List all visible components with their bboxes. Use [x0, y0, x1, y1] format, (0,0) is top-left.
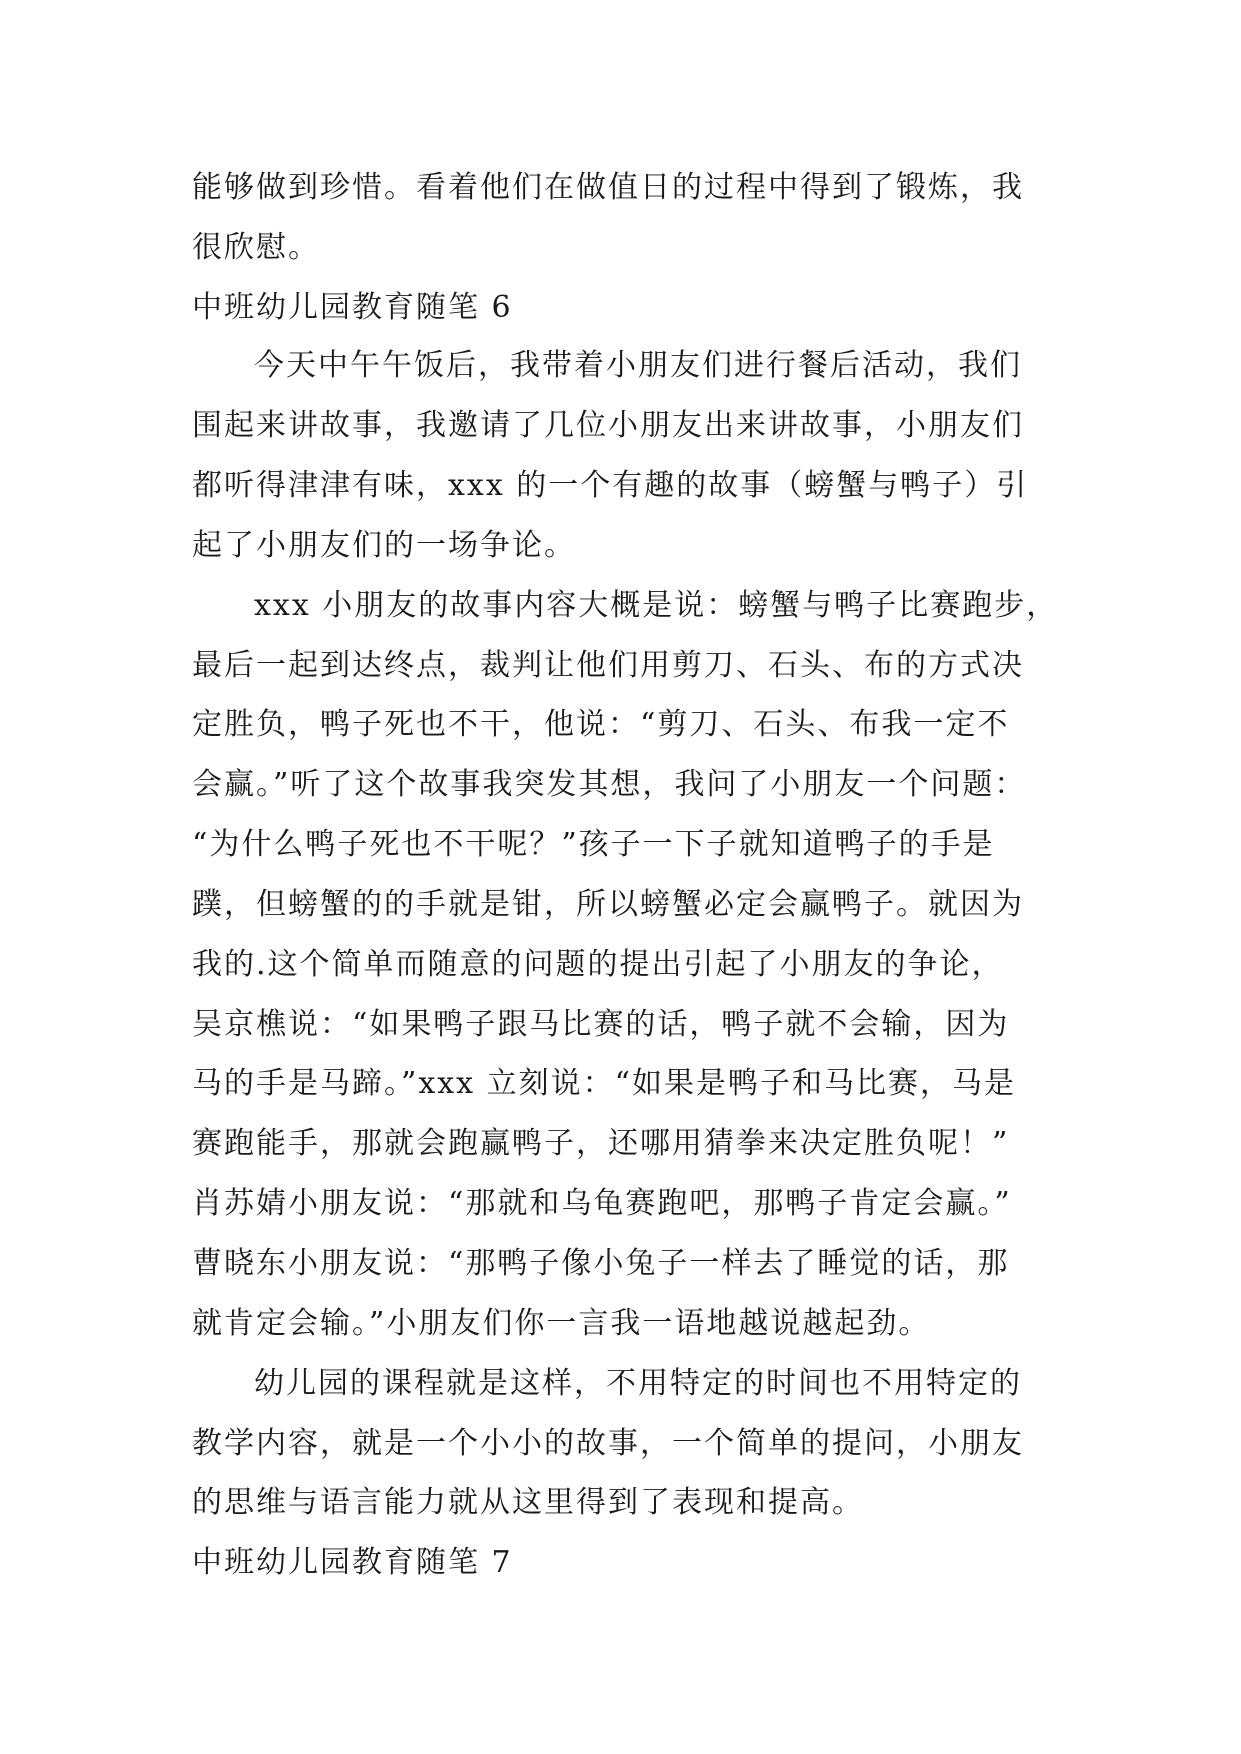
text-line: “为什么鸭子死也不干呢？”孩子一下子就知道鸭子的手是 — [192, 827, 995, 862]
text-line: 我的.这个简单而随意的问题的提出引起了小朋友的争论， — [192, 947, 1004, 982]
text-line: 就肯定会输。”小朋友们你一言我一语地越说越起劲。 — [192, 1306, 931, 1341]
text-line: 定胜负，鸭子死也不干，他说：“剪刀、石头、布我一定不 — [192, 707, 1010, 742]
text-line: 会赢。”听了这个故事我突发其想，我问了小朋友一个问题： — [192, 767, 1027, 802]
section-heading: 中班幼儿园教育随笔 7 — [192, 1545, 513, 1580]
text-line: 起了小朋友们的一场争论。 — [192, 528, 576, 563]
text-line: 能够做到珍惜。看着他们在做值日的过程中得到了锻炼，我 — [192, 170, 1024, 205]
text-line: 围起来讲故事，我邀请了几位小朋友出来讲故事，小朋友们 — [192, 408, 1024, 443]
text-line: 赛跑能手，那就会跑赢鸭子，还哪用猜拳来决定胜负呢！” — [192, 1126, 1010, 1161]
text-line: 蹼，但螃蟹的的手就是钳，所以螃蟹必定会赢鸭子。就因为 — [192, 887, 1024, 922]
section-heading: 中班幼儿园教育随笔 6 — [192, 290, 513, 325]
text-line: 马的手是马蹄。”xxx 立刻说：“如果是鸭子和马比赛，马是 — [192, 1066, 1016, 1101]
text-line: 很欣慰。 — [192, 230, 320, 265]
text-line: xxx 小朋友的故事内容大概是说：螃蟹与鸭子比赛跑步， — [254, 588, 1059, 623]
text-line: 都听得津津有味，xxx 的一个有趣的故事（螃蟹与鸭子）引 — [192, 468, 1029, 503]
text-line: 今天中午午饭后，我带着小朋友们进行餐后活动，我们 — [254, 348, 1022, 383]
text-line: 的思维与语言能力就从这里得到了表现和提高。 — [192, 1485, 864, 1520]
text-line: 幼儿园的课程就是这样，不用特定的时间也不用特定的 — [254, 1366, 1022, 1401]
text-line: 最后一起到达终点，裁判让他们用剪刀、石头、布的方式决 — [192, 648, 1024, 683]
text-line: 肖苏婧小朋友说：“那就和乌龟赛跑吧，那鸭子肯定会赢。” — [192, 1186, 1012, 1221]
text-line: 教学内容，就是一个小小的故事，一个简单的提问，小朋友 — [192, 1426, 1024, 1461]
text-line: 曹晓东小朋友说：“那鸭子像小兔子一样去了睡觉的话，那 — [192, 1246, 1010, 1281]
text-line: 吴京樵说：“如果鸭子跟马比赛的话，鸭子就不会输，因为 — [192, 1007, 1010, 1042]
